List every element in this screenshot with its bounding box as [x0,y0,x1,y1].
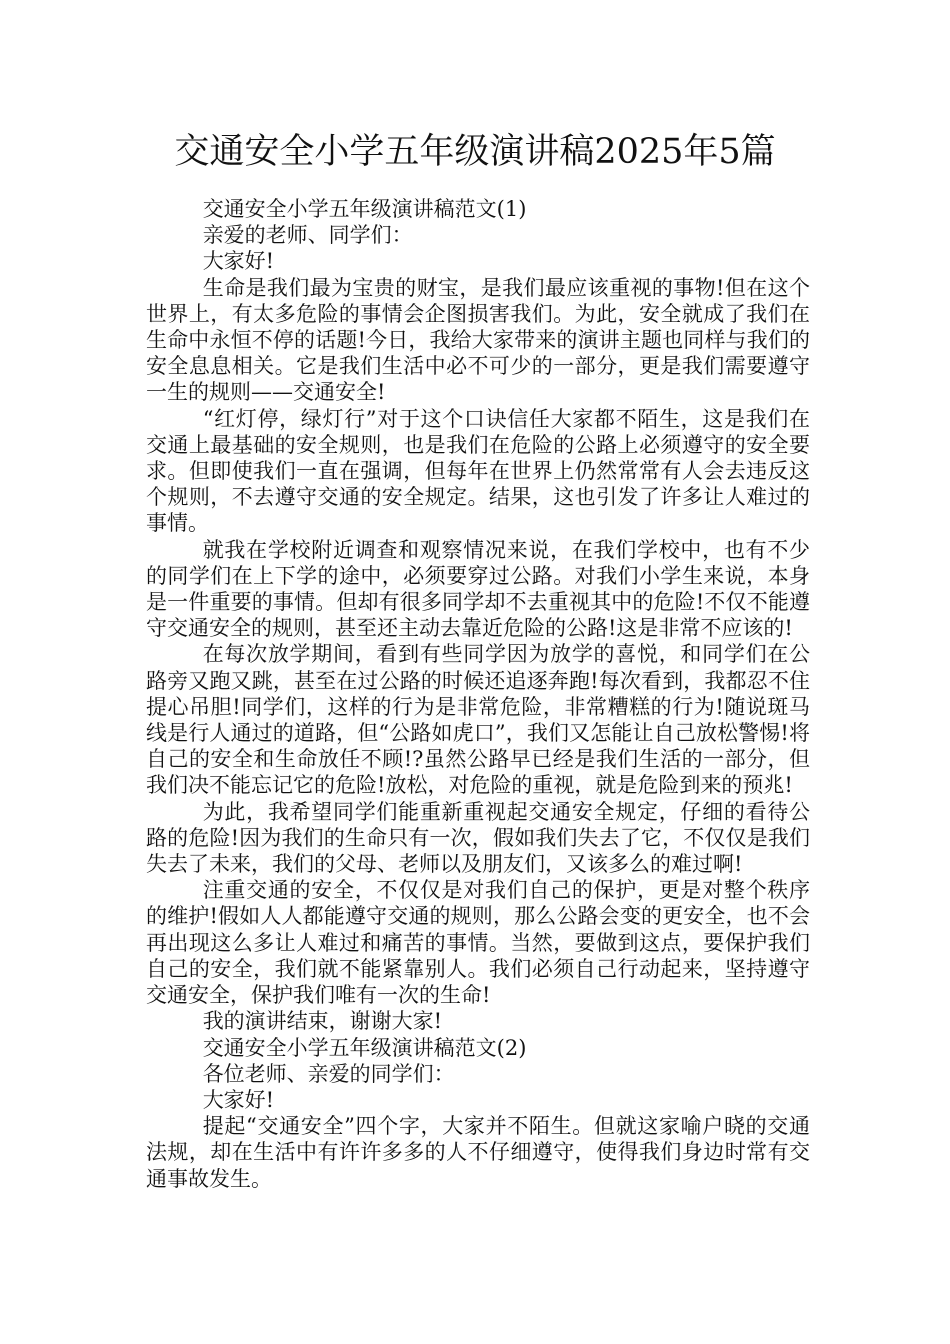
heading-sample-2: 交通安全小学五年级演讲稿范文(2) [202,1035,527,1060]
paragraph: 提起“交通安全”四个字，大家并不陌生。但就这家喻户晓的交通法规，却在生活中有许许多多的人不仔细遵守，使得我们身边时常有交通事故发生。 [146,1114,810,1191]
paragraph: “红灯停，绿灯行”对于这个口诀信任大家都不陌生，这是我们在交通上最基础的安全规则，也是我们在危险的公路上必须遵守的安全要求。但即使我们一直在强调，但每年在世界上仍然常常有人会去违反这个规则，不去遵守交通的安全规定。结果，这也引发了许多让人难过的事情。 [146,406,810,536]
paragraph: 生命是我们最为宝贵的财宝，是我们最应该重视的事物!但在这个世界上，有太多危险的事情会企图损害我们。为此，安全就成了我们在生命中永恒不停的话题!今日，我给大家带来的演讲主题也同样与我们的安全息息相关。它是我们生活中必不可少的一部分，更是我们需要遵守一生的规则——交通安全! [146,275,810,405]
document-title: 交通安全小学五年级演讲稿2025年5篇 [174,132,776,172]
salutation-2: 各位老师、亲爱的同学们： [202,1061,455,1086]
paragraph: 注重交通的安全，不仅仅是对我们自己的保护，更是对整个秩序的维护!假如人人都能遵守交通的规则，那么公路会变的更安全，也不会再出现这么多让人难过和痛苦的事情。当然，要做到这点，要保护我们自己的安全，我们就不能紧靠别人。我们必须自己行动起来，坚持遵守交通安全，保护我们唯有一次的生命! [146,878,810,1008]
paragraph: 在每次放学期间，看到有些同学因为放学的喜悦，和同学们在公路旁又跑又跳，甚至在过公路的时候还追逐奔跑!每次看到，我都忍不住提心吊胆!同学们，这样的行为是非常危险，非常糟糕的行为!随说斑马线是行人通过的道路，但“公路如虎口”，我们又怎能让自己放松警惕!将自己的安全和生命放任不顾!?虽然公路早已经是我们生活的一部分，但我们决不能忘记它的危险!放松，对危险的重视，就是危险到来的预兆! [146,642,810,798]
document-body [146,196,810,1192]
greeting-1: 大家好! [202,249,275,274]
paragraph: 就我在学校附近调查和观察情况来说，在我们学校中，也有不少的同学们在上下学的途中，必须要穿过公路。对我们小学生来说，本身是一件重要的事情。但却有很多同学却不去重视其中的危险!不仅不能遵守交通安全的规则，甚至还主动去靠近危险的公路!这是非常不应该的! [146,537,810,641]
salutation-1: 亲爱的老师、同学们： [202,223,413,248]
heading-sample-1: 交通安全小学五年级演讲稿范文(1) [202,197,527,221]
closing-1: 我的演讲结束，谢谢大家! [202,1009,443,1034]
greeting-2: 大家好! [202,1087,275,1112]
paragraph: 为此，我希望同学们能重新重视起交通安全规定，仔细的看待公路的危险!因为我们的生命只有一次，假如我们失去了它，不仅仅是我们失去了未来，我们的父母、老师以及朋友们，又该多么的难过啊! [146,799,810,877]
